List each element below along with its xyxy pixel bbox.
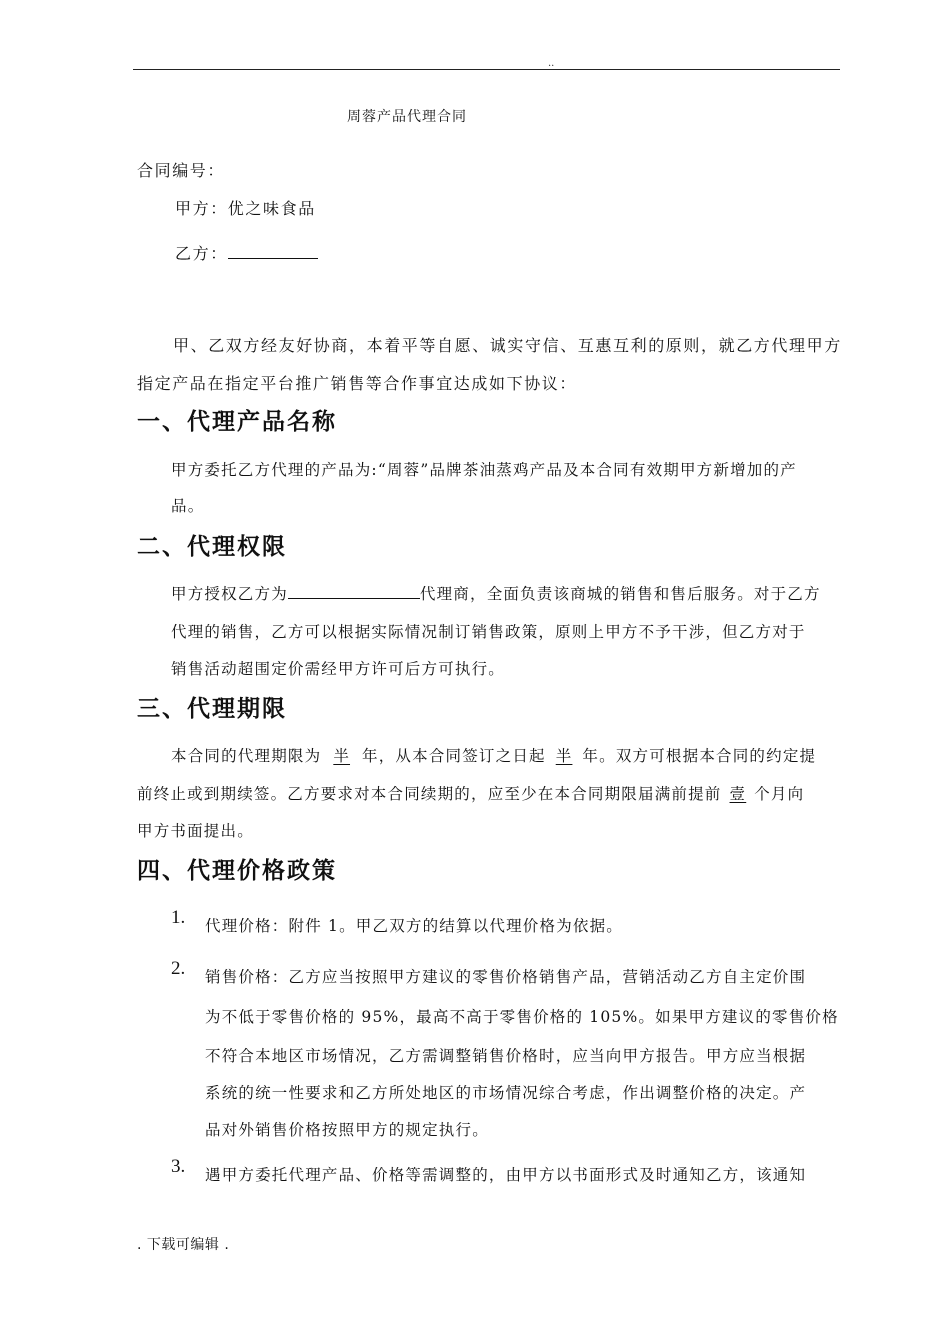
item-2-line-5: 品对外销售价格按照甲方的规定执行。 [205, 1121, 489, 1139]
s3-text-e: 年。双方可根据本合同的约定提 [582, 747, 817, 765]
s2-text-a: 甲方授权乙方为 [171, 585, 288, 603]
agent-type-blank [288, 584, 420, 599]
section-3-line-2 [137, 782, 804, 804]
section-1-line-1: 甲方委托乙方代理的产品为:“周蓉”品牌茶油蒸鸡产品及本合同有效期甲方新增加的产 [171, 461, 797, 479]
item-2-line-2: 为不低于零售价格的 95%，最高不高于零售价格的 105%。如果甲方建议的零售价格 [205, 1008, 839, 1026]
party-a: 甲方：优之味食品 [175, 199, 316, 218]
s3-text-c: 年，从本合同签订之日起 [362, 747, 546, 765]
section-4-heading: 四、代理价格政策 [137, 858, 337, 884]
s3-text-f: 前终止或到期续签。乙方要求对本合同续期的，应至少在本合同期限届满前提前 [137, 785, 722, 803]
s3-text-g: 个月向 [754, 785, 805, 803]
party-b-label: 乙方： [175, 244, 228, 263]
section-2-line-3: 销售活动超围定价需经甲方许可后方可执行。 [171, 660, 506, 678]
section-2-line-1 [171, 582, 821, 604]
footer-note: . 下载可编辑 . [137, 1237, 230, 1253]
intro-line-2: 指定产品在指定平台推广销售等合作事宜达成如下协议： [137, 374, 578, 393]
item-3-line-1: 遇甲方委托代理产品、价格等需调整的，由甲方以书面形式及时通知乙方，该通知 [205, 1166, 807, 1184]
section-3-line-1 [171, 744, 816, 766]
contract-number-label: 合同编号： [137, 161, 226, 180]
term-value: 半 [333, 747, 351, 765]
section-1-heading: 一、代理产品名称 [137, 409, 337, 435]
notice-months: 壹 [729, 785, 747, 803]
section-2-heading: 二、代理权限 [137, 534, 287, 560]
item-2-line-1: 销售价格：乙方应当按照甲方建议的零售价格销售产品，营销活动乙方自主定价围 [205, 968, 807, 986]
header-rule [133, 69, 840, 70]
party-b-blank [228, 244, 318, 259]
document-title: 周蓉产品代理合同 [347, 109, 467, 125]
item-2-line-3: 不符合本地区市场情况，乙方需调整销售价格时，应当向甲方报告。甲方应当根据 [205, 1047, 807, 1065]
intro-line-1: 甲、乙双方经友好协商，本着平等自愿、诚实守信、互惠互利的原则，就乙方代理甲方 [173, 336, 842, 355]
item-1-line-1: 代理价格：附件 1。甲乙双方的结算以代理价格为依据。 [205, 917, 623, 935]
item-1-number: 1. [171, 907, 186, 928]
header-mark: .. [548, 58, 555, 69]
item-3-number: 3. [171, 1156, 186, 1177]
item-2-line-4: 系统的统一性要求和乙方所处地区的市场情况综合考虑，作出调整价格的决定。产 [205, 1084, 807, 1102]
s3-text-a: 本合同的代理期限为 [171, 747, 322, 765]
party-b [175, 241, 318, 264]
section-1-line-2: 品。 [171, 497, 205, 515]
section-3-line-3: 甲方书面提出。 [137, 822, 254, 840]
term-value-2: 半 [555, 747, 573, 765]
section-3-heading: 三、代理期限 [137, 696, 287, 722]
item-2-number: 2. [171, 958, 186, 979]
s2-text-b: 代理商，全面负责该商城的销售和售后服务。对于乙方 [419, 585, 821, 603]
section-2-line-2: 代理的销售，乙方可以根据实际情况制订销售政策，原则上甲方不予干涉，但乙方对于 [171, 623, 806, 641]
